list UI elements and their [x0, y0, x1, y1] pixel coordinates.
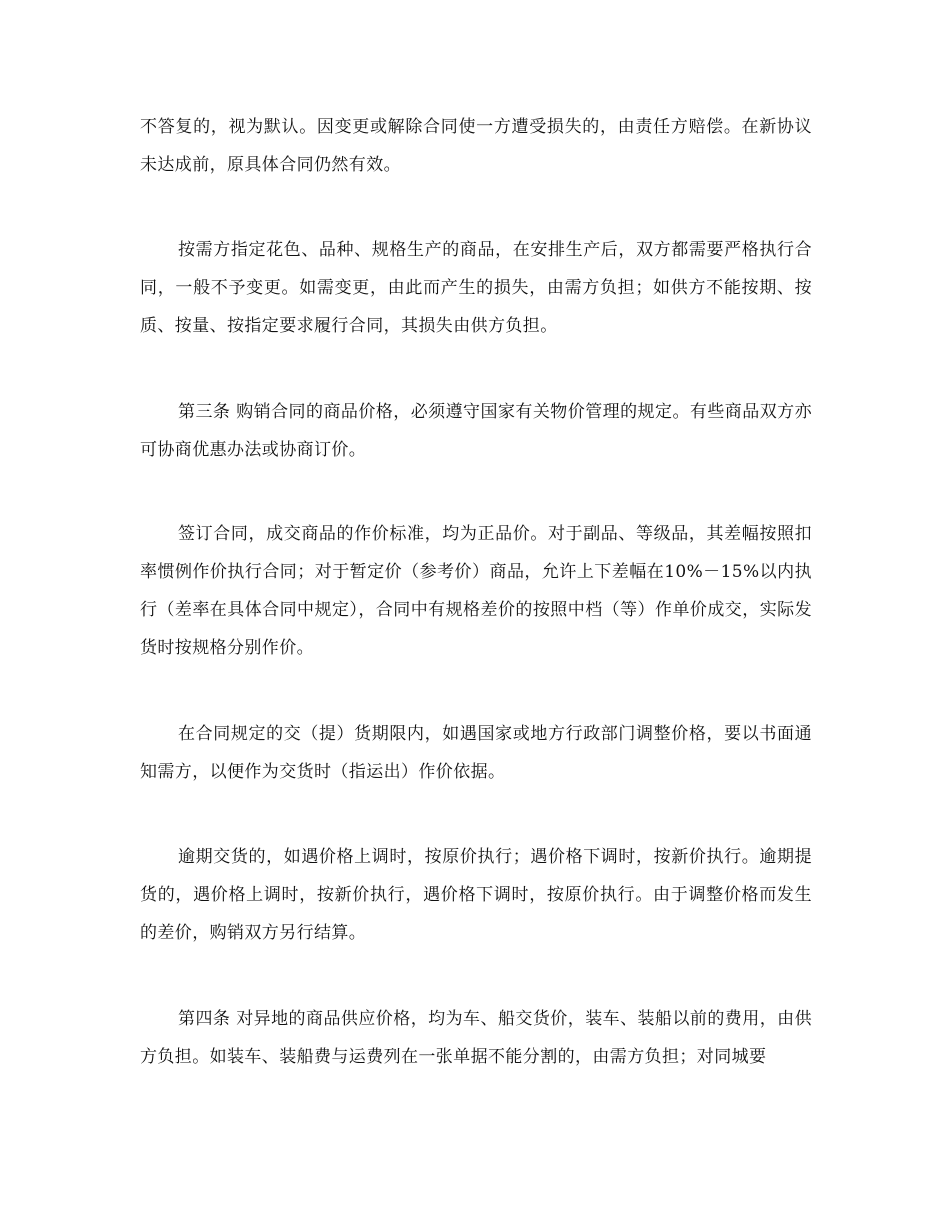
paragraph-price-adjustment: 在合同规定的交（提）货期限内，如遇国家或地方行政部门调整价格，要以书面通知需方，以便作为交货时（指运出）作价依据。: [140, 724, 812, 782]
paragraph-pricing-standard: 签订合同，成交商品的作价标准，均为正品价。对于副品、等级品，其差幅按照扣率惯例作价执行合同；对于暂定价（参考价）商品，允许上下差幅在10%－15%以内执行（差率在具体合同中规定），合同中有规格差价的按照中档（等）作单价成交，实际发货时按规格分别作价。: [140, 524, 812, 658]
paragraph-custom-production: 按需方指定花色、品种、规格生产的商品，在安排生产后，双方都需要严格执行合同，一般不予变更。如需变更，由此而产生的损失，由需方负担；如供方不能按期、按质、按量、按指定要求履行合同，其损失由供方负担。: [140, 240, 812, 336]
paragraph-article-three: 第三条 购销合同的商品价格，必须遵守国家有关物价管理的规定。有些商品双方亦可协商优惠办法或协商订价。: [140, 402, 812, 460]
paragraph-overdue-delivery: 逾期交货的，如遇价格上调时，按原价执行；遇价格下调时，按新价执行。逾期提货的，遇价格上调时，按新价执行，遇价格下调时，按原价执行。由于调整价格而发生的差价，购销双方另行结算。: [140, 847, 812, 943]
paragraph-continuation: 不答复的，视为默认。因变更或解除合同使一方遭受损失的，由责任方赔偿。在新协议未达成前，原具体合同仍然有效。: [140, 117, 812, 175]
paragraph-article-four: 第四条 对异地的商品供应价格，均为车、船交货价，装车、装船以前的费用，由供方负担。如装车、装船费与运费列在一张单据不能分割的，由需方负担；对同城要: [140, 1009, 812, 1067]
